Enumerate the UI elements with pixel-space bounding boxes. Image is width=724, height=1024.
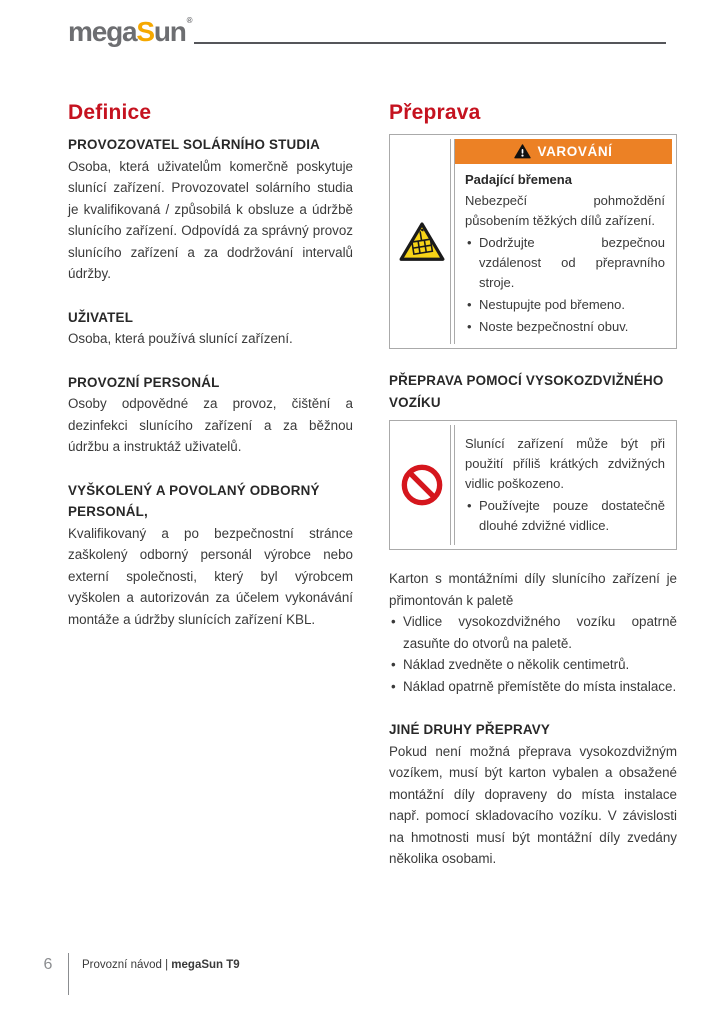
registered-mark: ®	[186, 16, 193, 25]
definitions-title: Definice	[68, 101, 152, 124]
section-heading: PROVOZOVATEL SOLÁRNÍHO STUDIA	[68, 137, 321, 152]
section-heading: PROVOZNÍ PERSONÁL	[68, 374, 220, 390]
logo-text-mega: mega	[68, 16, 137, 47]
notice-box	[389, 420, 677, 550]
other-transport-body: Pokud není možná přeprava vysokozdvižným vozíkem, musí být karton vybalen a obsažené montážní díly dopraveny do místa instalace např. pomocí skladovacího vozíku. V závislosti na hmotnosti musí být montážní díly zvedány několika osobami.	[389, 743, 677, 866]
forklift-section	[389, 370, 677, 413]
section-trained-personnel	[68, 480, 353, 631]
megasun-logo	[68, 18, 192, 46]
footer-label: Provozní návod |	[82, 959, 169, 971]
footer-product: megaSun T9	[171, 959, 240, 971]
notice-bullet: • Používejte pouze dostatečně dlouhé zdvižné vidlice.	[465, 496, 665, 536]
transport-title: Přeprava	[389, 101, 481, 124]
warning-box	[389, 134, 677, 349]
other-transport-heading: JINÉ DRUHY PŘEPRAVY	[389, 722, 551, 737]
pallet-bullet: • Náklad zvedněte o několik centimetrů.	[389, 654, 677, 676]
pallet-bullet-list	[389, 611, 677, 697]
section-body: Kvalifikovaný a po bezpečnostní stránce zaškolený odborný personál výrobce nebo externí společnosti, který byl výrobcem vyškolen a autorizován za účelem vykonávání montáže a údržby slunících zařízení KBL.	[68, 525, 353, 627]
warning-bullet-list	[465, 233, 665, 337]
section-heading: UŽIVATEL	[68, 309, 134, 325]
right-column	[389, 101, 677, 870]
section-operator	[68, 134, 353, 285]
pallet-bullet: • Náklad opatrně přemístěte do místa instalace.	[389, 676, 677, 698]
forklift-heading: PŘEPRAVA POMOCÍ VYSOKOZDVIŽNÉHO VOZÍKU	[389, 373, 664, 410]
section-operating-personnel	[68, 372, 353, 458]
notice-bullet-list	[465, 496, 665, 536]
warning-bullet: • Nestupujte pod břemeno.	[465, 295, 665, 315]
section-body: Osoby odpovědné za provoz, čištění a dezinfekci slunícího zařízení a za běžnou údržbu a instruktáž uživatelů.	[68, 396, 353, 454]
page-footer	[36, 953, 240, 995]
section-heading: VYŠKOLENÝ A POVOLANÝ ODBORNÝ PERSONÁL,	[68, 482, 320, 519]
pallet-bullet: • Vidlice vysokozdvižného vozíku opatrně zasuňte do otvorů na paletě.	[389, 611, 677, 654]
warning-bullet: • Dodržujte bezpečnou vzdálenost od přepravního stroje.	[465, 233, 665, 293]
overhead-load-sign-icon	[399, 221, 445, 263]
footer-text	[82, 959, 240, 971]
notice-body: Slunící zařízení může být při použití příliš krátkých zdvižných vidlic poškozeno.	[465, 436, 665, 491]
warning-banner	[455, 139, 672, 164]
warning-box-content	[454, 139, 672, 344]
warning-box-icon-cell	[394, 139, 451, 344]
logo-text-un: un	[153, 16, 186, 47]
pallet-paragraph: Karton s montážními díly slunícího zařízení je přimontován k paletě	[389, 571, 677, 608]
footer-divider	[68, 953, 69, 995]
warning-body: Nebezpečí pohmoždění působením těžkých dílů zařízení.	[465, 193, 665, 228]
section-body: Osoba, která používá slunící zařízení.	[68, 331, 293, 346]
page-number: 6	[43, 956, 53, 973]
other-transport-section	[389, 719, 677, 870]
warning-bullet: • Noste bezpečnostní obuv.	[465, 317, 665, 337]
warning-heading: Padající břemena	[465, 172, 572, 187]
logo-text-s: S	[136, 16, 154, 47]
notice-box-icon-cell	[394, 425, 451, 545]
notice-box-content	[454, 425, 672, 545]
section-body: Osoba, která uživatelům komerčně poskytuje slunící zařízení. Provozovatel solárního studia je kvalifikovaná / způsobilá k obsluze a údržbě slunícího zařízení. Odpovídá za správný provoz slunícího zařízení a za dodržování intervalů údržby.	[68, 158, 353, 281]
warning-banner-label: VAROVÁNÍ	[537, 143, 613, 159]
header-rule	[194, 42, 666, 44]
page-header	[68, 18, 666, 46]
warning-triangle-icon	[514, 144, 531, 159]
section-user	[68, 307, 353, 350]
prohibition-sign-icon	[399, 462, 445, 508]
left-column	[68, 101, 353, 630]
